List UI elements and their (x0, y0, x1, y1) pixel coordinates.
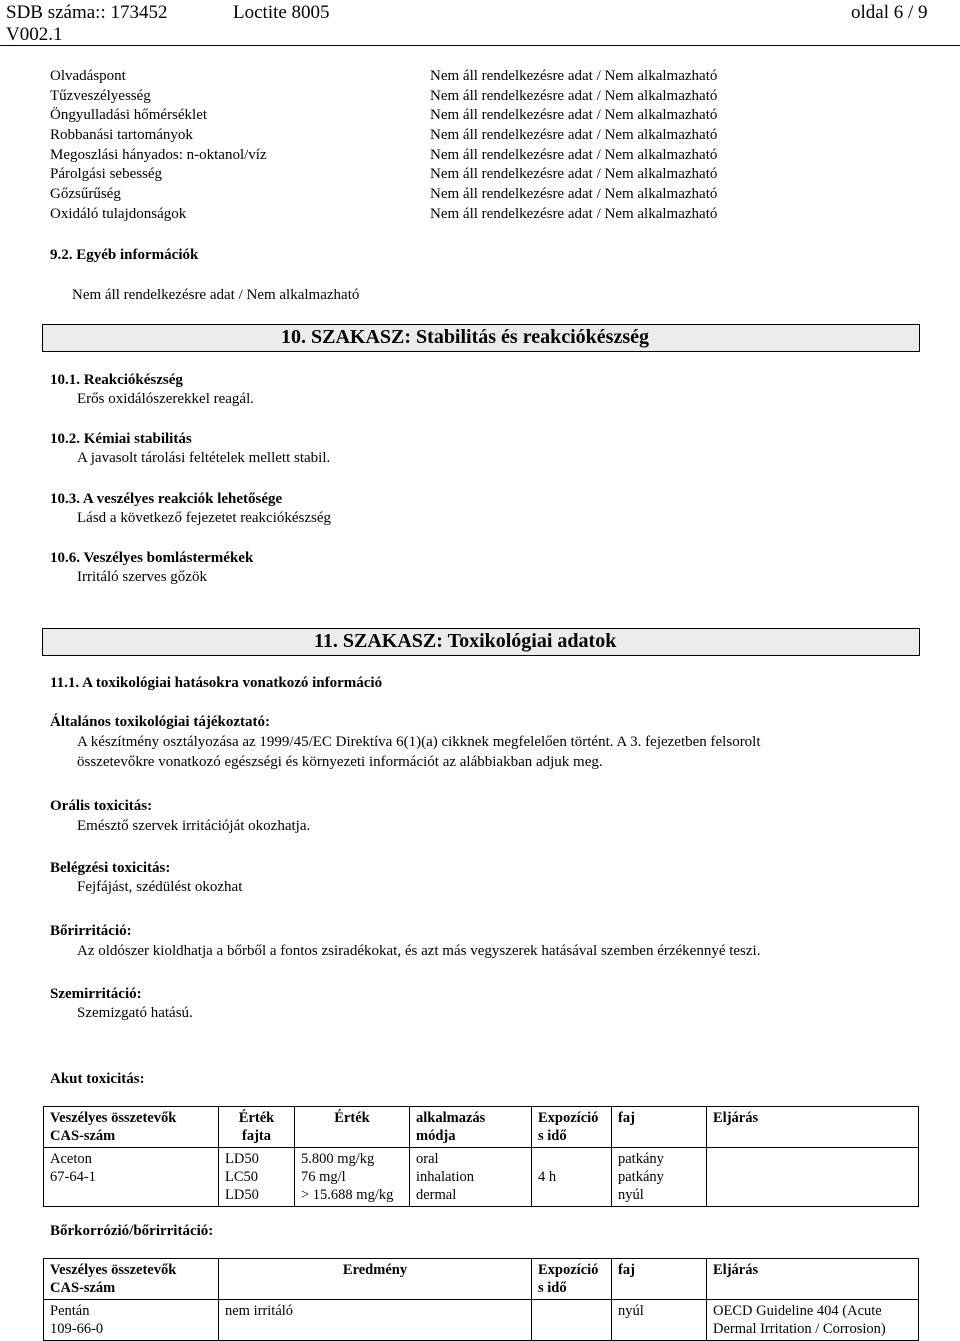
skin-corrosion-title: Bőrkorrózió/bőrirritáció: (50, 1223, 214, 1239)
inhalation-tox-text: Fejfájást, szédülést okozhat (77, 879, 243, 895)
cell-route: oral inhalation dermal (410, 1148, 532, 1207)
property-label: Robbanási tartományok (50, 127, 193, 144)
col-header-method: Eljárás (707, 1259, 919, 1300)
reactivity-text: Erős oxidálószerekkel reagál. (77, 391, 255, 407)
tox-info-title: 11.1. A toxikológiai hatásokra vonatkozó információ (50, 675, 383, 691)
property-value: Nem áll rendelkezésre adat / Nem alkalmazható (430, 87, 718, 104)
property-label: Tűzveszélyesség (50, 87, 151, 104)
general-tox-line1: A készítmény osztályozása az 1999/45/EC Direktíva 6(1)(a) cikknek megfelelően történt. A 3. fejezetben felsorolt (77, 734, 761, 750)
col-header-value: Érték (295, 1107, 410, 1148)
page-number: oldal 6 / 9 (851, 2, 928, 23)
table-header-row (44, 1107, 919, 1148)
property-row (50, 165, 770, 185)
col-header-route: alkalmazás módja (410, 1107, 532, 1148)
section-10-title: 10. SZAKASZ: Stabilitás és reakciókészség (281, 326, 649, 348)
reactivity-title: 10.1. Reakciókészség (50, 372, 183, 388)
decomposition-text: Irritáló szerves gőzök (77, 569, 207, 585)
eye-irritation-title: Szemirritáció: (50, 986, 142, 1002)
section-10-header (42, 324, 920, 352)
property-row (50, 146, 770, 166)
version: V002.1 (6, 24, 63, 45)
oral-tox-text: Emésztő szervek irritációját okozhatja. (77, 818, 311, 834)
property-row (50, 185, 770, 205)
cell-value: 5.800 mg/kg 76 mg/l > 15.688 mg/kg (295, 1148, 410, 1207)
cell-value-type: LD50 LC50 LD50 (219, 1148, 295, 1207)
property-label: Öngyulladási hőmérséklet (50, 107, 208, 124)
section-9-2-text: Nem áll rendelkezésre adat / Nem alkalmazható (72, 287, 360, 303)
cell-result: nem irritáló (219, 1300, 532, 1341)
col-header-component: Veszélyes összetevők CAS-szám (44, 1259, 219, 1300)
property-label: Olvadáspont (50, 68, 126, 84)
col-header-method: Eljárás (707, 1107, 919, 1148)
cell-component: Pentán 109-66-0 (44, 1300, 219, 1341)
skin-irritation-title: Bőrirritáció: (50, 923, 132, 939)
decomposition-title: 10.6. Veszélyes bomlástermékek (50, 550, 254, 566)
col-header-species: faj (612, 1107, 707, 1148)
sds-number: SDB száma:: 173452 (6, 2, 168, 23)
col-header-value-type: Érték fajta (219, 1107, 295, 1148)
property-value: Nem áll rendelkezésre adat / Nem alkalmazható (430, 127, 718, 144)
section-11-title: 11. SZAKASZ: Toxikológiai adatok (314, 630, 617, 652)
table-row (44, 1300, 919, 1341)
cell-exposure: 4 h (532, 1148, 612, 1207)
section-9-2-title: 9.2. Egyéb információk (50, 247, 199, 263)
property-label: Gőzsűrűség (50, 186, 121, 203)
col-header-species: faj (612, 1259, 707, 1300)
property-value: Nem áll rendelkezésre adat / Nem alkalmazható (430, 186, 718, 203)
col-header-exposure: Expozíció s idő (532, 1107, 612, 1148)
property-value: Nem áll rendelkezésre adat / Nem alkalmazható (430, 68, 718, 84)
property-row (50, 67, 770, 87)
cell-component: Aceton 67-64-1 (44, 1148, 219, 1207)
acute-tox-table (43, 1106, 919, 1207)
general-tox-line2: összetevőkre vonatkozó egészségi és környezeti információt az alábbiakban adjuk meg. (77, 754, 603, 770)
property-value: Nem áll rendelkezésre adat / Nem alkalmazható (430, 146, 718, 163)
property-row (50, 126, 770, 146)
acute-tox-title: Akut toxicitás: (50, 1071, 145, 1087)
property-label: Megoszlási hányados: n-oktanol/víz (50, 146, 267, 163)
property-label: Párolgási sebesség (50, 166, 163, 183)
cell-method: OECD Guideline 404 (Acute Dermal Irritation / Corrosion) (707, 1300, 919, 1341)
col-header-exposure: Expozíció s idő (532, 1259, 612, 1300)
table-row (44, 1148, 919, 1207)
property-row (50, 205, 770, 225)
property-row (50, 106, 770, 126)
property-row (50, 87, 770, 107)
col-header-result: Eredmény (219, 1259, 532, 1300)
general-tox-title: Általános toxikológiai tájékoztató: (50, 714, 270, 730)
table-header-row (44, 1259, 919, 1300)
cell-species: patkány patkány nyúl (612, 1148, 707, 1207)
header-divider (0, 45, 960, 46)
property-value: Nem áll rendelkezésre adat / Nem alkalmazható (430, 107, 718, 124)
section-11-header (42, 628, 920, 656)
property-list (50, 67, 770, 225)
col-header-component: Veszélyes összetevők CAS-szám (44, 1107, 219, 1148)
stability-text: A javasolt tárolási feltételek mellett stabil. (77, 450, 331, 466)
cell-exposure (532, 1300, 612, 1341)
hazardous-reactions-title: 10.3. A veszélyes reakciók lehetősége (50, 491, 283, 507)
skin-irritation-text: Az oldószer kioldhatja a bőrből a fontos zsiradékokat, és azt más vegyszerek hatásával szemben érzékennyé teszi. (77, 943, 761, 959)
product-name: Loctite 8005 (233, 2, 330, 23)
property-label: Oxidáló tulajdonságok (50, 205, 187, 222)
eye-irritation-text: Szemizgató hatású. (77, 1005, 193, 1021)
oral-tox-title: Orális toxicitás: (50, 798, 153, 814)
stability-title: 10.2. Kémiai stabilitás (50, 431, 192, 447)
inhalation-tox-title: Belégzési toxicitás: (50, 860, 171, 876)
hazardous-reactions-text: Lásd a következő fejezetet reakciókészség (77, 510, 332, 526)
property-value: Nem áll rendelkezésre adat / Nem alkalmazható (430, 166, 718, 183)
property-value: Nem áll rendelkezésre adat / Nem alkalmazható (430, 205, 718, 222)
cell-species: nyúl (612, 1300, 707, 1341)
skin-corrosion-table (43, 1258, 919, 1341)
cell-method (707, 1148, 919, 1207)
